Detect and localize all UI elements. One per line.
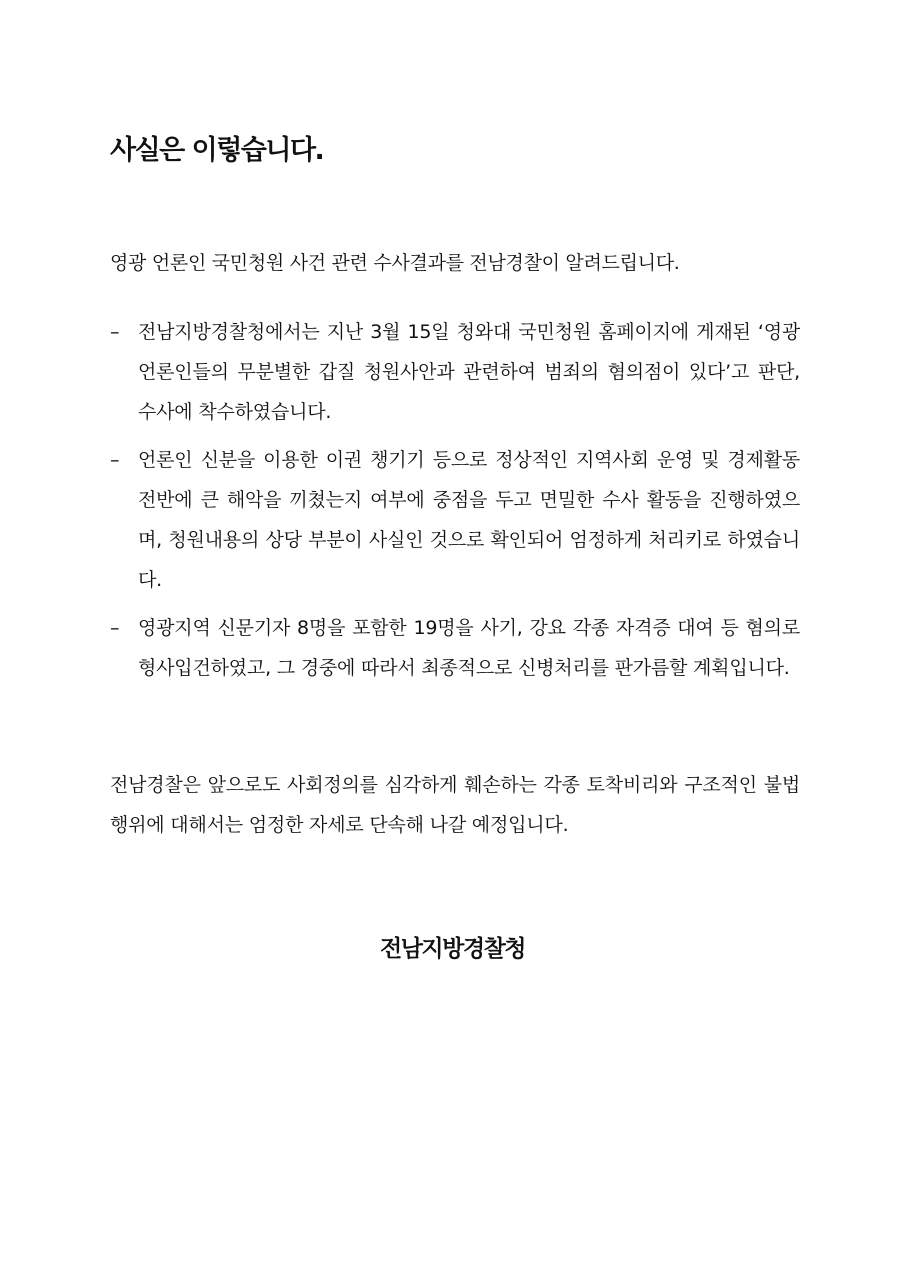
bullet-dash: –	[110, 449, 120, 471]
list-item	[110, 608, 800, 688]
list-item	[110, 440, 800, 600]
list-item-text: 영광지역 신문기자 8명을 포함한 19명을 사기, 강요 각종 자격증 대여 등 혐의로 형사입건하였고, 그 경중에 따라서 최종적으로 신병처리를 판가름할 계획입니다.	[138, 617, 800, 679]
closing-paragraph: 전남경찰은 앞으로도 사회정의를 심각하게 훼손하는 각종 토착비리와 구조적인 불법행위에 대해서는 엄정한 자세로 단속해 나갈 예정입니다.	[110, 774, 800, 836]
document-title: 사실은 이렇습니다.	[110, 135, 324, 166]
bullet-dash: –	[110, 617, 120, 639]
statement-list	[110, 312, 800, 696]
list-item	[110, 312, 800, 432]
bullet-dash: –	[110, 321, 120, 343]
intro-paragraph: 영광 언론인 국민청원 사건 관련 수사결과를 전남경찰이 알려드립니다.	[110, 252, 680, 274]
list-item-text: 언론인 신분을 이용한 이권 챙기기 등으로 정상적인 지역사회 운영 및 경제활동 전반에 큰 해악을 끼쳤는지 여부에 중점을 두고 면밀한 수사 활동을 진행하였으며, 청원내용의 상당 부분이 사실인 것으로 확인되어 엄정하게 처리키로 하였습니다.	[138, 449, 800, 591]
signature: 전남지방경찰청	[379, 936, 526, 962]
list-item-text: 전남지방경찰청에서는 지난 3월 15일 청와대 국민청원 홈페이지에 게재된 ‘영광 언론인들의 무분별한 갑질 청원사안과 관련하여 범죄의 혐의점이 있다’고 판단, 수사에 착수하였습니다.	[138, 321, 800, 423]
